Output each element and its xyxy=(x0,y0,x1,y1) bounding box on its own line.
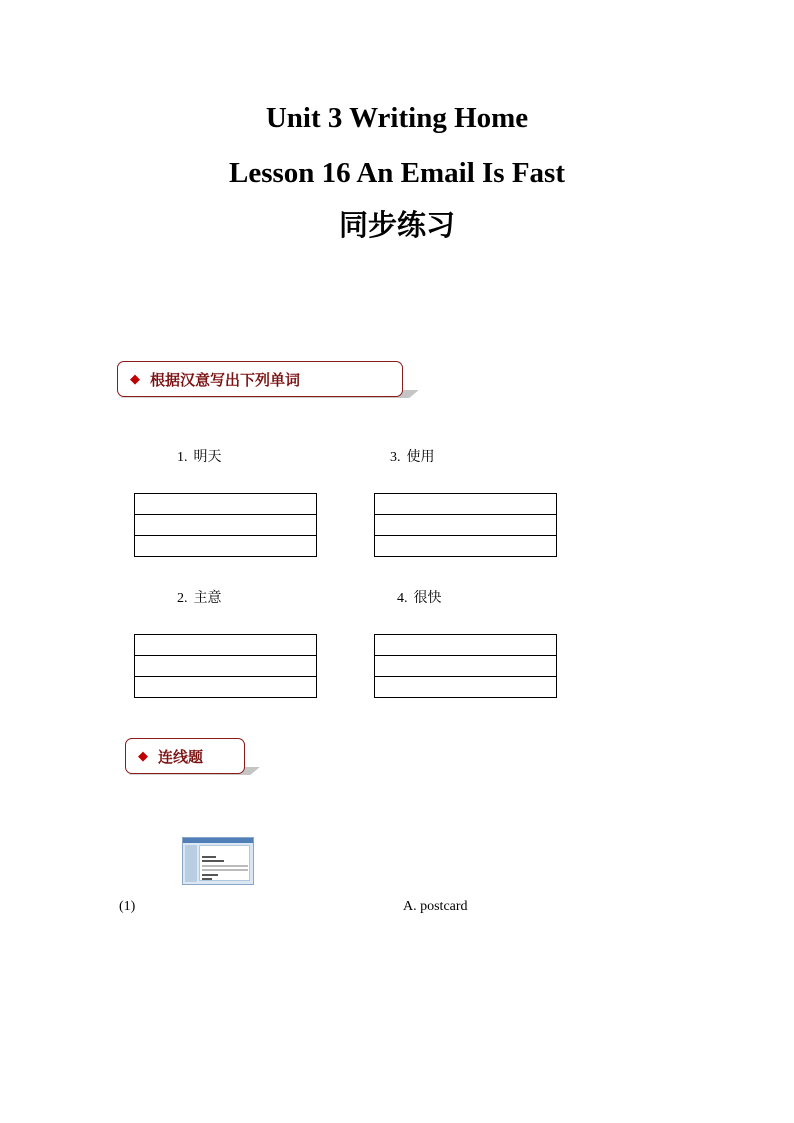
question-label xyxy=(397,587,442,607)
section-heading-text: 连线题 xyxy=(158,747,204,766)
image-text-line xyxy=(202,860,224,862)
section-heading-text: 根据汉意写出下列单词 xyxy=(150,370,301,389)
question-word: 使用 xyxy=(406,449,435,465)
question-number: 4. xyxy=(397,591,408,606)
answer-line[interactable] xyxy=(375,494,556,515)
question-number: 2. xyxy=(177,591,188,606)
question-label xyxy=(177,587,222,607)
question-number: 1. xyxy=(177,450,188,465)
diamond-icon: ◆ xyxy=(130,371,140,387)
answer-lines[interactable] xyxy=(134,634,317,698)
image-text-line xyxy=(202,874,218,876)
answer-line[interactable] xyxy=(375,635,556,656)
answer-line[interactable] xyxy=(375,536,556,556)
image-text-line xyxy=(202,865,248,867)
page-subtitle: 同步练习 xyxy=(338,208,455,242)
answer-lines[interactable] xyxy=(134,493,317,557)
answer-line[interactable] xyxy=(135,494,316,515)
answer-lines[interactable] xyxy=(374,634,557,698)
answer-line[interactable] xyxy=(375,656,556,677)
lesson-title: Lesson 16 An Email Is Fast xyxy=(229,157,565,189)
image-titlebar xyxy=(183,838,253,843)
question-label xyxy=(390,446,435,466)
answer-line[interactable] xyxy=(135,635,316,656)
answer-lines[interactable] xyxy=(374,493,557,557)
image-sidebar xyxy=(185,845,197,882)
email-window-image xyxy=(182,837,254,885)
answer-line[interactable] xyxy=(135,536,316,556)
image-text-line xyxy=(202,856,216,858)
question-word: 主意 xyxy=(193,590,222,606)
diamond-icon: ◆ xyxy=(138,748,148,764)
question-word: 明天 xyxy=(193,449,222,465)
section-heading-banner xyxy=(125,738,245,774)
answer-line[interactable] xyxy=(375,677,556,697)
image-text-line xyxy=(202,869,248,871)
question-number: 3. xyxy=(390,450,401,465)
answer-line[interactable] xyxy=(135,656,316,677)
section-heading-banner xyxy=(117,361,403,397)
unit-title: Unit 3 Writing Home xyxy=(265,102,529,134)
question-label xyxy=(177,446,222,466)
answer-line[interactable] xyxy=(375,515,556,536)
answer-line[interactable] xyxy=(135,677,316,697)
question-word: 很快 xyxy=(413,590,442,606)
match-option: A. postcard xyxy=(403,899,468,914)
image-text-line xyxy=(202,878,212,880)
answer-line[interactable] xyxy=(135,515,316,536)
match-item-label: (1) xyxy=(119,899,136,914)
